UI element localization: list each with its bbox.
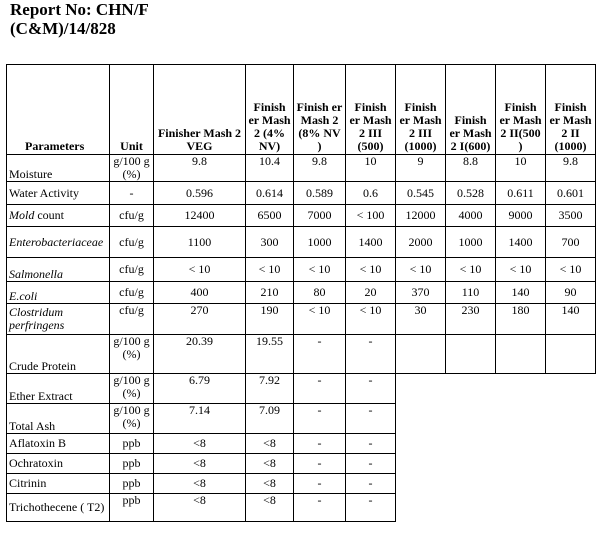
value-cell: - bbox=[294, 454, 346, 474]
value-cell: 370 bbox=[396, 282, 446, 304]
value-cell: 400 bbox=[154, 282, 246, 304]
value-cell: < 100 bbox=[346, 205, 396, 227]
value-cell: 0.601 bbox=[546, 182, 596, 205]
table-row bbox=[7, 304, 596, 335]
value-cell: 0.589 bbox=[294, 182, 346, 205]
report-number: Report No: CHN/F (C&M)/14/828 bbox=[10, 0, 149, 38]
unit-cell: ppb bbox=[110, 494, 154, 522]
param-cell: Clostridum perfringens bbox=[7, 304, 110, 335]
unit-cell: g/100 g (%) bbox=[110, 155, 154, 182]
param-italic-part: Mold bbox=[9, 208, 35, 222]
unit-cell: cfu/g bbox=[110, 227, 154, 258]
param-cell: Moisture bbox=[7, 155, 110, 182]
value-cell: 0.614 bbox=[246, 182, 294, 205]
value-cell: 7.14 bbox=[154, 404, 246, 434]
header-col-7: Finish er Mash 2 II(500 ) bbox=[496, 65, 546, 155]
value-cell: 4000 bbox=[446, 205, 496, 227]
value-cell: 140 bbox=[546, 304, 596, 335]
value-cell: 210 bbox=[246, 282, 294, 304]
value-cell: - bbox=[294, 474, 346, 494]
value-cell: < 10 bbox=[496, 258, 546, 282]
value-cell: < 10 bbox=[396, 258, 446, 282]
value-cell: - bbox=[346, 404, 396, 434]
value-cell: 1100 bbox=[154, 227, 246, 258]
value-cell: - bbox=[346, 454, 396, 474]
header-col-6: Finish er Mash 2 I(600) bbox=[446, 65, 496, 155]
value-cell: <8 bbox=[154, 474, 246, 494]
value-cell: 7000 bbox=[294, 205, 346, 227]
header-col-4: Finish er Mash 2 III (500) bbox=[346, 65, 396, 155]
table-row bbox=[7, 474, 596, 494]
param-cell bbox=[7, 205, 110, 227]
value-cell: < 10 bbox=[246, 258, 294, 282]
value-cell: 90 bbox=[546, 282, 596, 304]
value-cell: 270 bbox=[154, 304, 246, 335]
header-unit: Unit bbox=[110, 65, 154, 155]
table-row bbox=[7, 205, 596, 227]
table-row bbox=[7, 454, 596, 474]
unit-cell: g/100 g (%) bbox=[110, 374, 154, 404]
value-cell: 1000 bbox=[294, 227, 346, 258]
unit-cell: cfu/g bbox=[110, 304, 154, 335]
value-cell: 300 bbox=[246, 227, 294, 258]
value-cell: < 10 bbox=[346, 304, 396, 335]
value-cell: 10 bbox=[346, 155, 396, 182]
value-cell: 0.6 bbox=[346, 182, 396, 205]
value-cell: <8 bbox=[246, 474, 294, 494]
value-cell: - bbox=[294, 434, 346, 454]
param-cell: Citrinin bbox=[7, 474, 110, 494]
value-cell: 10.4 bbox=[246, 155, 294, 182]
value-cell bbox=[446, 335, 496, 374]
table-row bbox=[7, 282, 596, 304]
param-cell: Water Activity bbox=[7, 182, 110, 205]
value-cell: <8 bbox=[154, 434, 246, 454]
value-cell: 0.596 bbox=[154, 182, 246, 205]
value-cell: 2000 bbox=[396, 227, 446, 258]
header-col-1: Finisher Mash 2 VEG bbox=[154, 65, 246, 155]
value-cell: 80 bbox=[294, 282, 346, 304]
value-cell: 230 bbox=[446, 304, 496, 335]
unit-cell: g/100 g (%) bbox=[110, 404, 154, 434]
unit-cell: ppb bbox=[110, 434, 154, 454]
value-cell: - bbox=[346, 335, 396, 374]
value-cell: - bbox=[346, 434, 396, 454]
param-cell: Crude Protein bbox=[7, 335, 110, 374]
table-row bbox=[7, 404, 596, 434]
value-cell: 3500 bbox=[546, 205, 596, 227]
table-row bbox=[7, 182, 596, 205]
value-cell: 9.8 bbox=[546, 155, 596, 182]
table-row bbox=[7, 335, 596, 374]
value-cell: 9000 bbox=[496, 205, 546, 227]
value-cell: 8.8 bbox=[446, 155, 496, 182]
param-cell: Salmonella bbox=[7, 258, 110, 282]
value-cell: < 10 bbox=[446, 258, 496, 282]
value-cell: 10 bbox=[496, 155, 546, 182]
unit-cell: cfu/g bbox=[110, 282, 154, 304]
param-cell: Ether Extract bbox=[7, 374, 110, 404]
value-cell: 140 bbox=[496, 282, 546, 304]
value-cell: 190 bbox=[246, 304, 294, 335]
value-cell: 0.545 bbox=[396, 182, 446, 205]
value-cell: 0.528 bbox=[446, 182, 496, 205]
value-cell: <8 bbox=[246, 494, 294, 522]
value-cell: 12000 bbox=[396, 205, 446, 227]
param-cell: E.coli bbox=[7, 282, 110, 304]
value-cell bbox=[496, 335, 546, 374]
unit-cell: ppb bbox=[110, 474, 154, 494]
param-cell: Ochratoxin bbox=[7, 454, 110, 474]
value-cell: 1000 bbox=[446, 227, 496, 258]
value-cell: - bbox=[294, 404, 346, 434]
header-col-8: Finish er Mash 2 II (1000) bbox=[546, 65, 596, 155]
value-cell: 9.8 bbox=[294, 155, 346, 182]
value-cell: - bbox=[294, 494, 346, 522]
value-cell: 180 bbox=[496, 304, 546, 335]
header-row bbox=[7, 65, 596, 155]
table-row bbox=[7, 374, 596, 404]
value-cell: - bbox=[294, 335, 346, 374]
value-cell bbox=[396, 335, 446, 374]
value-cell: 110 bbox=[446, 282, 496, 304]
value-cell: 9 bbox=[396, 155, 446, 182]
unit-cell: - bbox=[110, 182, 154, 205]
value-cell: < 10 bbox=[546, 258, 596, 282]
param-text: Enterobacteriaceae bbox=[9, 234, 104, 249]
value-cell: 20.39 bbox=[154, 335, 246, 374]
value-cell: 30 bbox=[396, 304, 446, 335]
value-cell: 20 bbox=[346, 282, 396, 304]
results-table bbox=[6, 64, 596, 522]
unit-cell: cfu/g bbox=[110, 258, 154, 282]
value-cell: < 10 bbox=[294, 258, 346, 282]
value-cell bbox=[546, 335, 596, 374]
param-cell bbox=[7, 227, 110, 258]
value-cell: 1400 bbox=[496, 227, 546, 258]
table-row bbox=[7, 434, 596, 454]
value-cell: 6.79 bbox=[154, 374, 246, 404]
table-row bbox=[7, 155, 596, 182]
value-cell: 12400 bbox=[154, 205, 246, 227]
unit-cell: g/100 g (%) bbox=[110, 335, 154, 374]
param-plain-part: count bbox=[34, 208, 65, 222]
param-cell: Trichothecene ( T2) bbox=[7, 494, 110, 522]
value-cell: 9.8 bbox=[154, 155, 246, 182]
table-row bbox=[7, 258, 596, 282]
header-col-5: Finish er Mash 2 III (1000) bbox=[396, 65, 446, 155]
param-cell: Aflatoxin B bbox=[7, 434, 110, 454]
value-cell: 1400 bbox=[346, 227, 396, 258]
value-cell: <8 bbox=[154, 494, 246, 522]
value-cell: 7.92 bbox=[246, 374, 294, 404]
value-cell: - bbox=[346, 374, 396, 404]
header-col-2: Finish er Mash 2 (4% NV) bbox=[246, 65, 294, 155]
value-cell: 0.611 bbox=[496, 182, 546, 205]
value-cell: 700 bbox=[546, 227, 596, 258]
value-cell: 19.55 bbox=[246, 335, 294, 374]
unit-cell: cfu/g bbox=[110, 205, 154, 227]
value-cell: - bbox=[346, 474, 396, 494]
value-cell: <8 bbox=[154, 454, 246, 474]
param-cell: Total Ash bbox=[7, 404, 110, 434]
value-cell: < 10 bbox=[154, 258, 246, 282]
value-cell: <8 bbox=[246, 454, 294, 474]
unit-cell: ppb bbox=[110, 454, 154, 474]
value-cell: - bbox=[294, 374, 346, 404]
value-cell: < 10 bbox=[294, 304, 346, 335]
table-row bbox=[7, 227, 596, 258]
header-parameters: Parameters bbox=[7, 65, 110, 155]
value-cell: - bbox=[346, 494, 396, 522]
value-cell: 6500 bbox=[246, 205, 294, 227]
value-cell: <8 bbox=[246, 434, 294, 454]
value-cell: < 10 bbox=[346, 258, 396, 282]
header-col-3: Finish er Mash 2 (8% NV ) bbox=[294, 65, 346, 155]
value-cell: 7.09 bbox=[246, 404, 294, 434]
table-row bbox=[7, 494, 596, 522]
